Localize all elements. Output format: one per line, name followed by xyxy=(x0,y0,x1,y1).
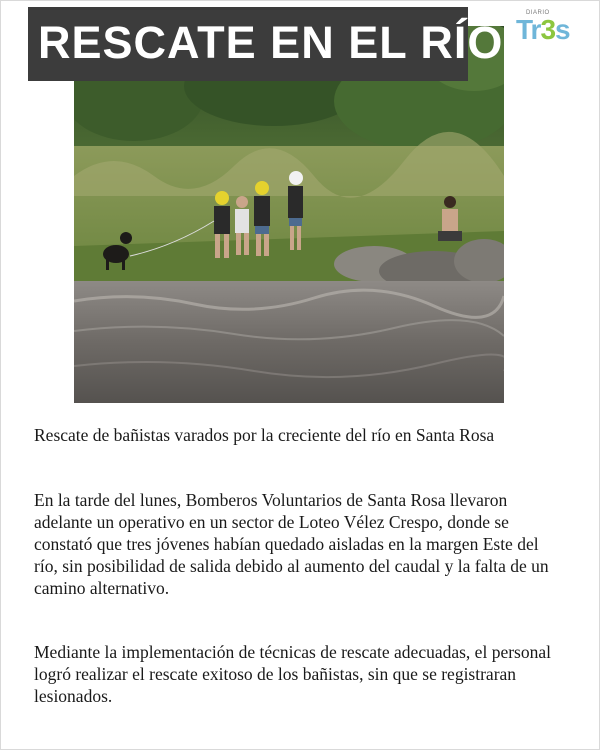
logo-brand xyxy=(516,13,570,47)
article-paragraph-2: Mediante la implementación de técnicas de rescate adecuadas, el personal logró realizar el rescate exitoso de los bañistas, sin que se registraran lesionados. xyxy=(34,642,551,706)
headline: RESCATE EN EL RÍO xyxy=(38,17,504,68)
logo-brand-prefix: Tr xyxy=(516,14,541,45)
headline-banner xyxy=(28,7,504,81)
rescue-photo xyxy=(74,26,504,403)
photo-caption: Rescate de bañistas varados por la creciente del río en Santa Rosa xyxy=(34,425,495,445)
logo-brand-digit: 3 xyxy=(540,14,556,45)
logo-small-text: DIARIO xyxy=(526,10,550,16)
diario-tr3s-logo xyxy=(516,10,578,50)
logo-brand-suffix: s xyxy=(555,14,570,45)
article-paragraph-1: En la tarde del lunes, Bomberos Voluntarios de Santa Rosa llevaron adelante un operativo en un sector de Loteo Vélez Crespo, donde se constató que tres jóvenes habían quedado aisladas en la margen Este del río, sin posibilidad de salida debido al aumento del caudal y la falta de un camino alternativo. xyxy=(34,490,549,598)
